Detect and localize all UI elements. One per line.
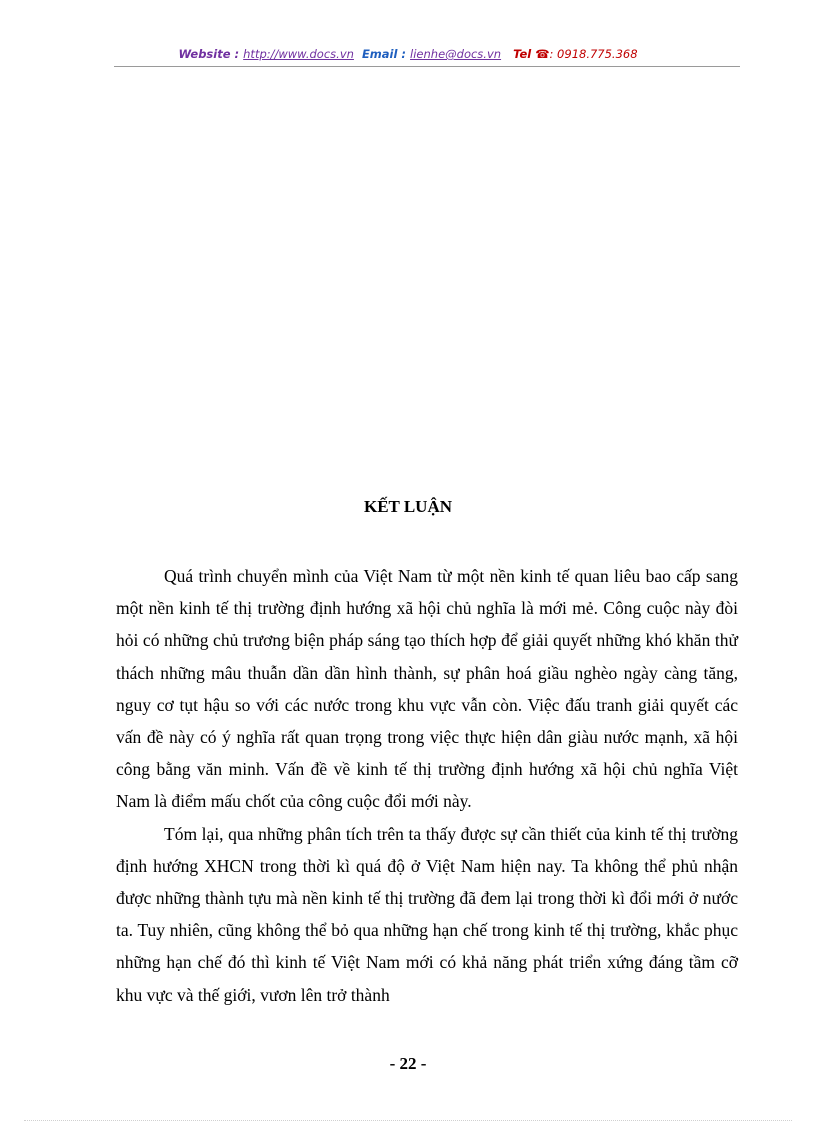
website-link[interactable]: http://www.docs.vn [243,47,354,61]
paragraph: Tóm lại, qua những phân tích trên ta thấy được sự cần thiết của kinh tế thị trường định hướng XHCN trong thời kì quá độ ở Việt Nam hiện nay. Ta không thể phủ nhận được những thành tựu mà nền kinh tế thị trường đã đem lại trong thời kì đổi mới ở nước ta. Tuy nhiên, cũng không thể bỏ qua những hạn chế trong kinh tế thị trường, khắc phục những hạn chế đó thì kinh tế Việt Nam mới có khả năng phát triển xứng đáng tầm cỡ khu vực và thế giới, vươn lên trở thành [116,823,738,1005]
website-label: Website [178,47,231,61]
email-link[interactable]: lienhe@docs.vn [410,47,502,61]
page-number: - 22 - [389,1054,427,1073]
website-separator: : [230,47,244,61]
tel-label: Tel [513,47,532,61]
document-body [116,560,738,1011]
page-header [0,47,816,61]
email-label: Email [361,47,398,61]
header-rule [114,66,740,67]
paragraph: Quá trình chuyển mình của Việt Nam từ một nền kinh tế quan liêu bao cấp sang một nền kinh tế thị trường định hướng xã hội chủ nghĩa là mới mẻ. Công cuộc này đòi hỏi có những chủ trương biện pháp sáng tạo thích hợp để giải quyết những khó khăn thử thách những mâu thuẫn dần dần hình thành, sự phân hoá giầu nghèo ngày càng tăng, nguy cơ tụt hậu so với các nước trong khu vực vẫn còn. Việc đấu tranh giải quyết các vấn đề này có ý nghĩa rất quan trọng trong việc thực hiện dân giàu nước mạnh, xã hội công bằng văn minh. Vấn đề về kinh tế thị trường định hướng xã hội chủ nghĩa Việt Nam là điểm mấu chốt của công cuộc đổi mới này. [116,566,738,812]
email-separator: : [397,47,411,61]
phone-icon: ☎ [535,47,550,61]
footer-divider [24,1120,792,1121]
document-title: KẾT LUẬN [363,497,452,516]
tel-number: : 0918.775.368 [549,47,638,61]
